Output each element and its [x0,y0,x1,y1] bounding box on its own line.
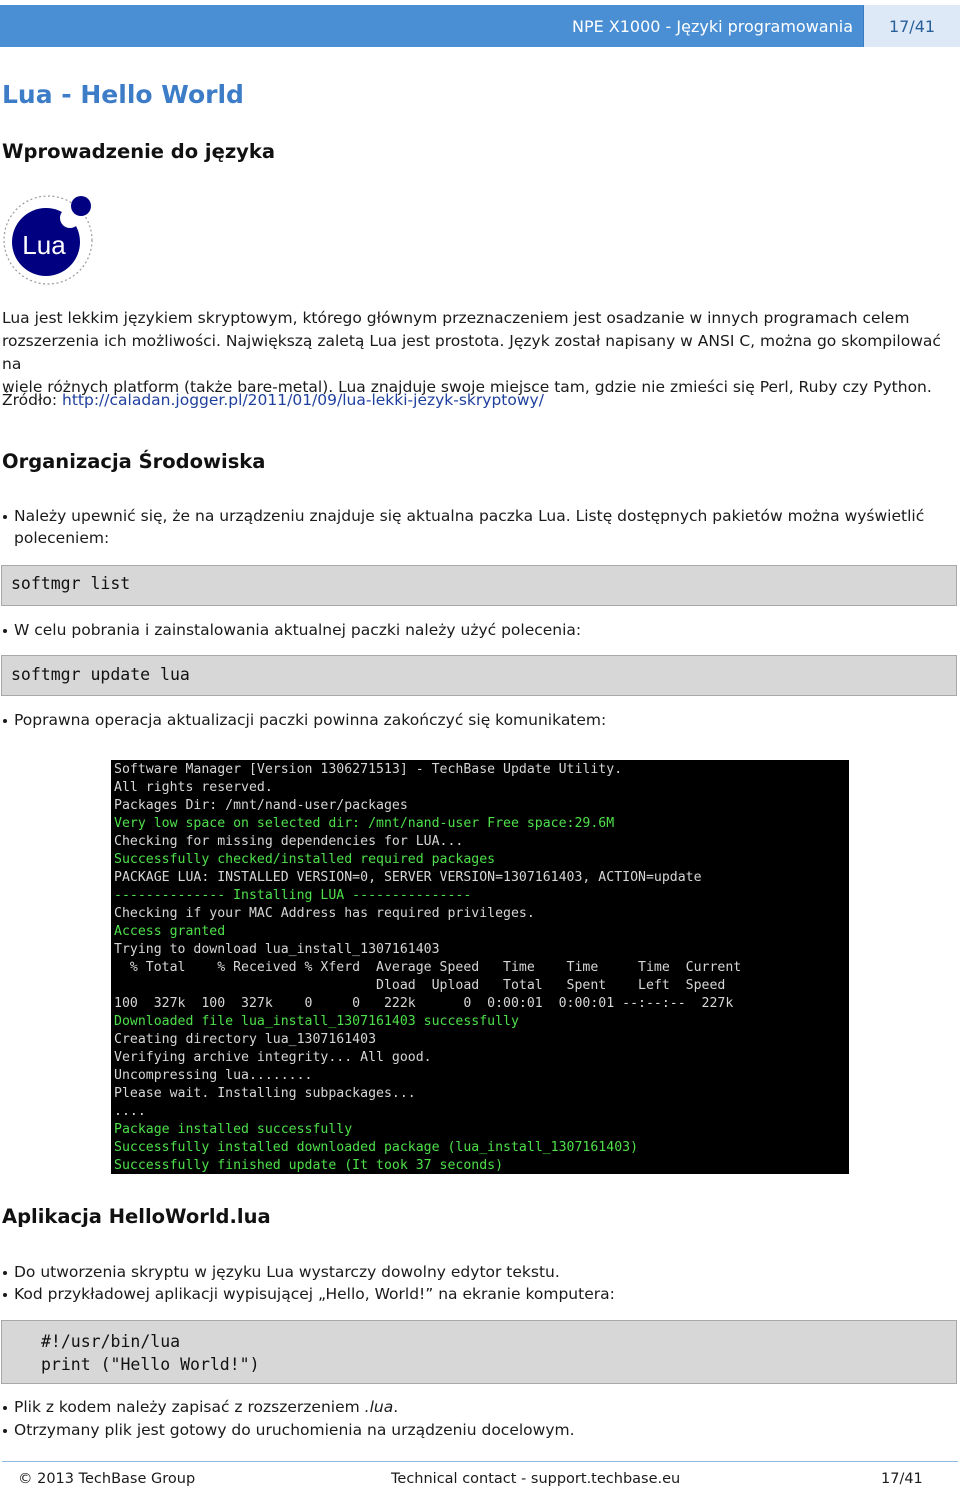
source-label: Źródło: [2,391,63,409]
terminal-line: Software Manager [Version 1306271513] - TechBase Update Utility. [114,762,623,777]
footer-copyright: © 2013 TechBase Group [18,1471,196,1487]
terminal-line: Packages Dir: /mnt/nand-user/packages [114,798,408,813]
code-line: softmgr update lua [11,665,190,684]
code-block [1,565,957,606]
intro-paragraph-line: Lua jest lekkim językiem skryptowym, którego głównym przeznaczeniem jest osadzanie w innych programach celem [2,309,910,327]
header-page-number: 17/41 [863,5,960,47]
terminal-line: Downloaded file lua_install_1307161403 successfully [114,1014,519,1029]
list-item-text: W celu pobrania i zainstalowania aktualnej paczki należy użyć polecenia: [14,621,582,639]
terminal-line: Successfully installed downloaded package (lua_install_1307161403) [114,1140,639,1155]
source-line [2,389,952,412]
section-heading-intro: Wprowadzenie do języka [2,140,276,163]
list-item [14,1261,934,1283]
list-item [14,1419,934,1441]
list-item-text: Poprawna operacja aktualizacji paczki powinna zakończyć się komunikatem: [14,711,607,729]
footer-divider [2,1461,958,1462]
file-extension: .lua [364,1398,394,1416]
terminal-line: .... [114,1104,146,1119]
list-item [14,1283,934,1305]
code-line: #!/usr/bin/lua [41,1332,181,1351]
list-item-text: Do utworzenia skryptu w języku Lua wystarczy dowolny edytor tekstu. [14,1263,560,1281]
terminal-line: Dload Upload Total Spent Left Speed [114,978,726,993]
list-item [14,709,934,731]
page-header [0,5,960,47]
code-line: print ("Hello World!") [41,1355,260,1374]
terminal-line: Access granted [114,924,226,939]
source-link[interactable]: http://caladan.jogger.pl/2011/01/09/lua-lekki-jezyk-skryptowy/ [62,391,544,409]
intro-paragraph-line: wiele różnych platform (także bare-metal). Lua znajduje swoje miejsce tam, gdzie nie zmieści się Perl, Ruby czy Python. [2,378,932,396]
lua-logo-text: Lua [22,230,66,260]
lua-logo [2,194,94,286]
list-item [14,1396,934,1418]
list-item [14,619,934,641]
list-item-text: poleceniem: [14,529,110,547]
terminal-line: Successfully finished update (It took 37 seconds) [114,1158,504,1173]
terminal-line: Checking if your MAC Address has required privileges. [114,906,535,921]
terminal-line: Package installed successfully [114,1122,353,1137]
list-item-text: Należy upewnić się, że na urządzeniu znajduje się aktualna paczka Lua. Listę dostępnych pakietów można wyświetlić [14,507,925,525]
list-item-text: Otrzymany plik jest gotowy do uruchomienia na urządzeniu docelowym. [14,1421,575,1439]
terminal-line: Please wait. Installing subpackages... [114,1086,416,1101]
footer-contact: Technical contact - support.techbase.eu [391,1471,681,1487]
page-title: Lua - Hello World [2,80,244,109]
section-heading-app: Aplikacja HelloWorld.lua [2,1205,271,1228]
terminal-line: Very low space on selected dir: /mnt/nand-user Free space:29.6M [114,816,615,831]
terminal-line: PACKAGE LUA: INSTALLED VERSION=0, SERVER VERSION=1307161403, ACTION=update [114,870,702,885]
terminal-line: Uncompressing lua........ [114,1068,313,1083]
terminal-line: % Total % Received % Xferd Average Speed Time Time Time Current [114,960,742,975]
list-item-text-part: Plik z kodem należy zapisać z rozszerzeniem [14,1398,365,1416]
list-item [14,505,934,549]
list-item-text: Kod przykładowej aplikacji wypisującej „Hello, World!” na ekranie komputera: [14,1285,615,1303]
footer-page-number: 17/41 [881,1471,923,1487]
terminal-line: -------------- Installing LUA --------------- [114,888,472,903]
terminal-line: Creating directory lua_1307161403 [114,1032,377,1047]
document-title: NPE X1000 - Języki programowania [571,16,853,36]
terminal-line: All rights reserved. [114,780,273,795]
terminal-output [111,760,849,1174]
terminal-line: Trying to download lua_install_1307161403 [114,942,440,957]
code-block [1,655,957,696]
terminal-line: 100 327k 100 327k 0 0 222k 0 0:00:01 0:00:01 --:--:-- 227k [114,996,734,1011]
list-item-text [14,1396,934,1418]
code-line: softmgr list [11,574,131,593]
section-heading-environment: Organizacja Środowiska [2,450,266,473]
code-block [1,1320,957,1384]
terminal-line: Checking for missing dependencies for LUA... [114,834,464,849]
list-item-text-part: . [393,1398,399,1416]
intro-paragraph-line: rozszerzenia ich możliwości. Największą zaletą Lua jest prostota. Język został napisany w ANSI C, można go skompilować na [2,332,941,373]
terminal-line: Successfully checked/installed required packages [114,852,496,867]
terminal-line: Verifying archive integrity... All good. [114,1050,432,1065]
intro-paragraph [2,307,952,399]
